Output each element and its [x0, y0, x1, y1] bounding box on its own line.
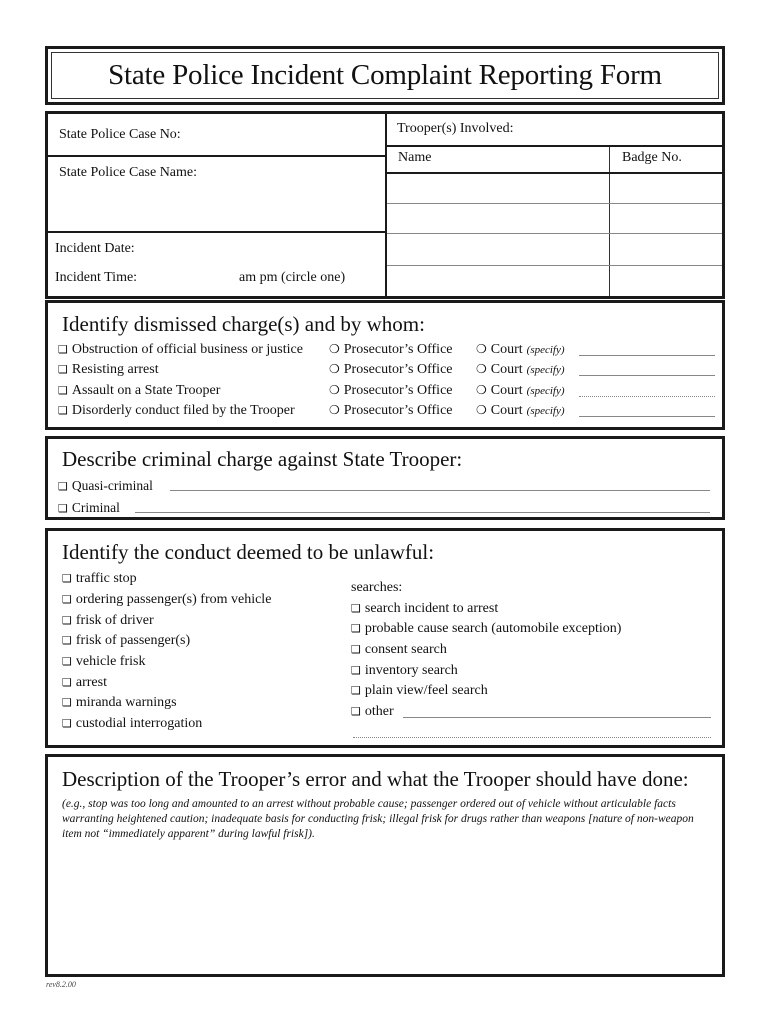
court-specify-line[interactable] — [579, 375, 715, 376]
searches-label: searches: — [351, 580, 403, 595]
table-row[interactable] — [387, 174, 722, 204]
unlawful-conduct-section — [45, 528, 725, 748]
criminal-charge-heading: Describe criminal charge against State Trooper: — [62, 447, 463, 471]
dismissed-heading: Identify dismissed charge(s) and by whom: — [62, 312, 425, 336]
column-header-badge: Badge No. — [622, 150, 682, 165]
checkbox-icon[interactable]: ❑ — [62, 614, 72, 627]
search-label: consent search — [364, 642, 447, 657]
divider — [48, 231, 385, 233]
specify-label: (specify) — [526, 344, 565, 356]
case-info-left — [48, 114, 387, 296]
criminal-option[interactable] — [58, 500, 120, 516]
checkbox-icon[interactable]: ❑ — [62, 717, 72, 730]
revision-label: rev8.2.00 — [46, 980, 76, 989]
troopers-involved — [387, 114, 722, 296]
prosecutor-label: Prosecutor’s Office — [343, 383, 453, 398]
charge-label: Obstruction of official business or justice — [71, 342, 303, 357]
search-label: other — [364, 704, 394, 719]
checkbox-icon[interactable]: ❑ — [58, 343, 68, 356]
checkbox-icon[interactable]: ❑ — [351, 643, 361, 656]
search-label: probable cause search (automobile exception) — [364, 621, 622, 636]
case-info-section — [45, 111, 725, 299]
charge-option[interactable] — [58, 383, 220, 399]
search-option[interactable] — [351, 601, 498, 617]
court-specify-line[interactable] — [579, 355, 715, 356]
prosecutor-option[interactable] — [329, 342, 453, 358]
title-inner-frame — [51, 52, 719, 99]
court-label: Court — [490, 362, 523, 377]
charge-label: Disorderly conduct filed by the Trooper — [71, 403, 295, 418]
charge-option[interactable] — [58, 362, 159, 378]
checkbox-icon[interactable]: ❑ — [62, 593, 72, 606]
description-text-area[interactable] — [58, 847, 712, 966]
radio-icon[interactable]: ❍ — [476, 362, 487, 376]
case-no-label: State Police Case No: — [59, 127, 181, 142]
conduct-label: arrest — [75, 675, 107, 690]
radio-icon[interactable]: ❍ — [329, 383, 340, 397]
conduct-label: frisk of passenger(s) — [75, 633, 191, 648]
conduct-option[interactable] — [62, 695, 177, 711]
checkbox-icon[interactable]: ❑ — [58, 480, 68, 493]
column-header-name: Name — [398, 150, 432, 165]
conduct-label: custodial interrogation — [75, 716, 203, 731]
radio-icon[interactable]: ❍ — [329, 403, 340, 417]
conduct-label: ordering passenger(s) from vehicle — [75, 592, 272, 607]
court-specify-line[interactable] — [579, 396, 715, 397]
incident-date-label: Incident Date: — [55, 241, 135, 256]
divider — [48, 155, 385, 157]
checkbox-icon[interactable]: ❑ — [62, 572, 72, 585]
court-option[interactable] — [476, 362, 565, 378]
am-pm-label: am pm (circle one) — [239, 270, 346, 285]
prosecutor-option[interactable] — [329, 383, 453, 399]
radio-icon[interactable]: ❍ — [476, 403, 487, 417]
court-option[interactable] — [476, 342, 565, 358]
criminal-line[interactable] — [135, 512, 710, 513]
conduct-option[interactable] — [62, 716, 202, 732]
search-label: search incident to arrest — [364, 601, 499, 616]
prosecutor-option[interactable] — [329, 403, 453, 419]
conduct-option[interactable] — [62, 592, 271, 608]
specify-label: (specify) — [526, 385, 565, 397]
checkbox-icon[interactable]: ❑ — [58, 502, 68, 515]
conduct-option[interactable] — [62, 571, 137, 587]
charge-label: Assault on a State Trooper — [71, 383, 221, 398]
radio-icon[interactable]: ❍ — [476, 342, 487, 356]
table-row[interactable] — [387, 204, 722, 234]
conduct-option[interactable] — [62, 654, 145, 670]
troopers-heading: Trooper(s) Involved: — [397, 121, 514, 136]
checkbox-icon[interactable]: ❑ — [62, 676, 72, 689]
other-search-line[interactable] — [403, 717, 711, 718]
search-label: inventory search — [364, 663, 458, 678]
conduct-heading: Identify the conduct deemed to be unlawful: — [62, 540, 435, 564]
checkbox-icon[interactable]: ❑ — [351, 602, 361, 615]
table-row[interactable] — [387, 234, 722, 265]
incident-time-label: Incident Time: — [55, 270, 138, 285]
court-label: Court — [490, 342, 523, 357]
quasi-criminal-option[interactable] — [58, 478, 153, 494]
prosecutor-label: Prosecutor’s Office — [343, 342, 453, 357]
form-title: State Police Incident Complaint Reporting Form — [108, 59, 662, 91]
prosecutor-option[interactable] — [329, 362, 453, 378]
error-description-section — [45, 754, 725, 977]
search-option[interactable] — [351, 621, 621, 637]
description-example: (e.g., stop was too long and amounted to an arrest without probable cause; passenger ordered out of vehicle without articulable facts warranting heightened caution; inadequate basis for conducting frisk; illegal frisk for drugs rather than weapons [nature of non-weapon item not “immediately apparent” during lawful frisk]). — [62, 798, 694, 840]
search-label: plain view/feel search — [364, 683, 488, 698]
checkbox-icon[interactable]: ❑ — [58, 384, 68, 397]
prosecutor-label: Prosecutor’s Office — [343, 403, 453, 418]
search-option[interactable] — [351, 683, 488, 699]
conduct-label: miranda warnings — [75, 695, 177, 710]
conduct-option[interactable] — [62, 675, 107, 691]
search-option[interactable] — [351, 642, 447, 658]
checkbox-icon[interactable]: ❑ — [351, 664, 361, 677]
conduct-label: frisk of driver — [75, 613, 154, 628]
radio-icon[interactable]: ❍ — [329, 362, 340, 376]
radio-icon[interactable]: ❍ — [476, 383, 487, 397]
court-specify-line[interactable] — [579, 416, 715, 417]
checkbox-icon[interactable]: ❑ — [351, 622, 361, 635]
table-row[interactable] — [387, 266, 722, 298]
checkbox-icon[interactable]: ❑ — [351, 684, 361, 697]
conduct-option[interactable] — [62, 613, 154, 629]
charge-label: Resisting arrest — [71, 362, 159, 377]
specify-label: (specify) — [526, 405, 565, 417]
quasi-criminal-line[interactable] — [170, 490, 710, 491]
troopers-table — [387, 147, 722, 296]
conduct-option[interactable] — [62, 633, 190, 649]
checkbox-icon[interactable]: ❑ — [62, 696, 72, 709]
radio-icon[interactable]: ❍ — [329, 342, 340, 356]
prosecutor-label: Prosecutor’s Office — [343, 362, 453, 377]
checkbox-icon[interactable]: ❑ — [58, 404, 68, 417]
other-search-line-2[interactable] — [353, 737, 711, 738]
quasi-criminal-label: Quasi-criminal — [71, 478, 153, 493]
case-name-label: State Police Case Name: — [59, 165, 198, 180]
conduct-label: vehicle frisk — [75, 654, 146, 669]
description-heading: Description of the Trooper’s error and what the Trooper should have done: — [62, 767, 689, 791]
charge-option[interactable] — [58, 342, 303, 358]
charge-option[interactable] — [58, 403, 295, 419]
search-option-other[interactable] — [351, 704, 394, 720]
criminal-charge-section — [45, 436, 725, 520]
court-label: Court — [490, 403, 523, 418]
checkbox-icon[interactable]: ❑ — [62, 655, 72, 668]
court-option[interactable] — [476, 403, 565, 419]
court-option[interactable] — [476, 383, 565, 399]
specify-label: (specify) — [526, 364, 565, 376]
title-box — [45, 46, 725, 105]
court-label: Court — [490, 383, 523, 398]
checkbox-icon[interactable]: ❑ — [62, 634, 72, 647]
checkbox-icon[interactable]: ❑ — [351, 705, 361, 718]
checkbox-icon[interactable]: ❑ — [58, 363, 68, 376]
conduct-label: traffic stop — [75, 571, 137, 586]
search-option[interactable] — [351, 663, 458, 679]
dismissed-charges-section — [45, 300, 725, 430]
criminal-label: Criminal — [71, 500, 120, 515]
